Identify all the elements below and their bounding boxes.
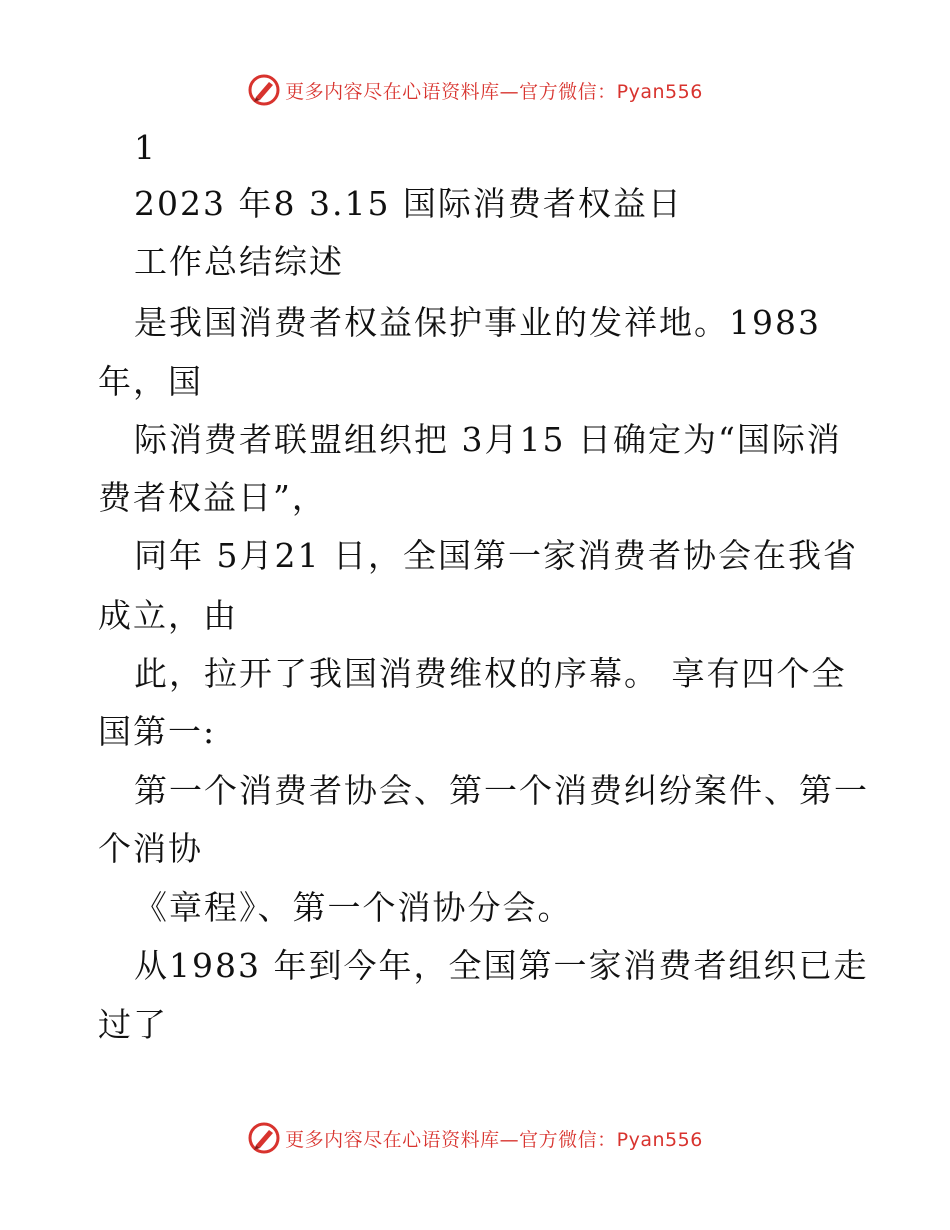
line-subtitle: 工作总结综述 <box>134 242 344 281</box>
text-line: 此，拉开了我国消费维权的序幕。 享有四个全 <box>134 654 847 693</box>
text-line: 成立，由 <box>98 596 238 635</box>
text-line: 国第一: <box>98 712 217 751</box>
footer-banner <box>0 1118 950 1158</box>
footer-text: 更多内容尽在心语资料库—官方微信：Pyan556 <box>285 1128 703 1151</box>
text-line: 是我国消费者权益保护事业的发祥地。1983 <box>134 303 821 342</box>
text-line: 过了 <box>98 1005 168 1044</box>
header-banner <box>0 70 950 110</box>
text-line: 《章程》、第一个消协分会。 <box>134 888 573 927</box>
text-line: 年，国 <box>98 362 203 401</box>
text-line: 际消费者联盟组织把 3月15 日确定为“国际消 <box>134 420 842 459</box>
pen-logo-icon <box>247 73 281 107</box>
text-line: 个消协 <box>98 829 203 868</box>
header-text: 更多内容尽在心语资料库—官方微信：Pyan556 <box>285 80 703 103</box>
text-line: 从1983 年到今年，全国第一家消费者组织已走 <box>134 946 869 985</box>
text-line: 同年 5月21 日，全国第一家消费者协会在我省 <box>134 536 858 575</box>
line-page-number: 1 <box>134 128 157 167</box>
text-line: 费者权益日”， <box>98 478 327 517</box>
pen-logo-icon <box>247 1121 281 1155</box>
line-title: 2023 年8 3.15 国际消费者权益日 <box>134 184 683 223</box>
text-line: 第一个消费者协会、第一个消费纠纷案件、第一 <box>134 771 869 810</box>
